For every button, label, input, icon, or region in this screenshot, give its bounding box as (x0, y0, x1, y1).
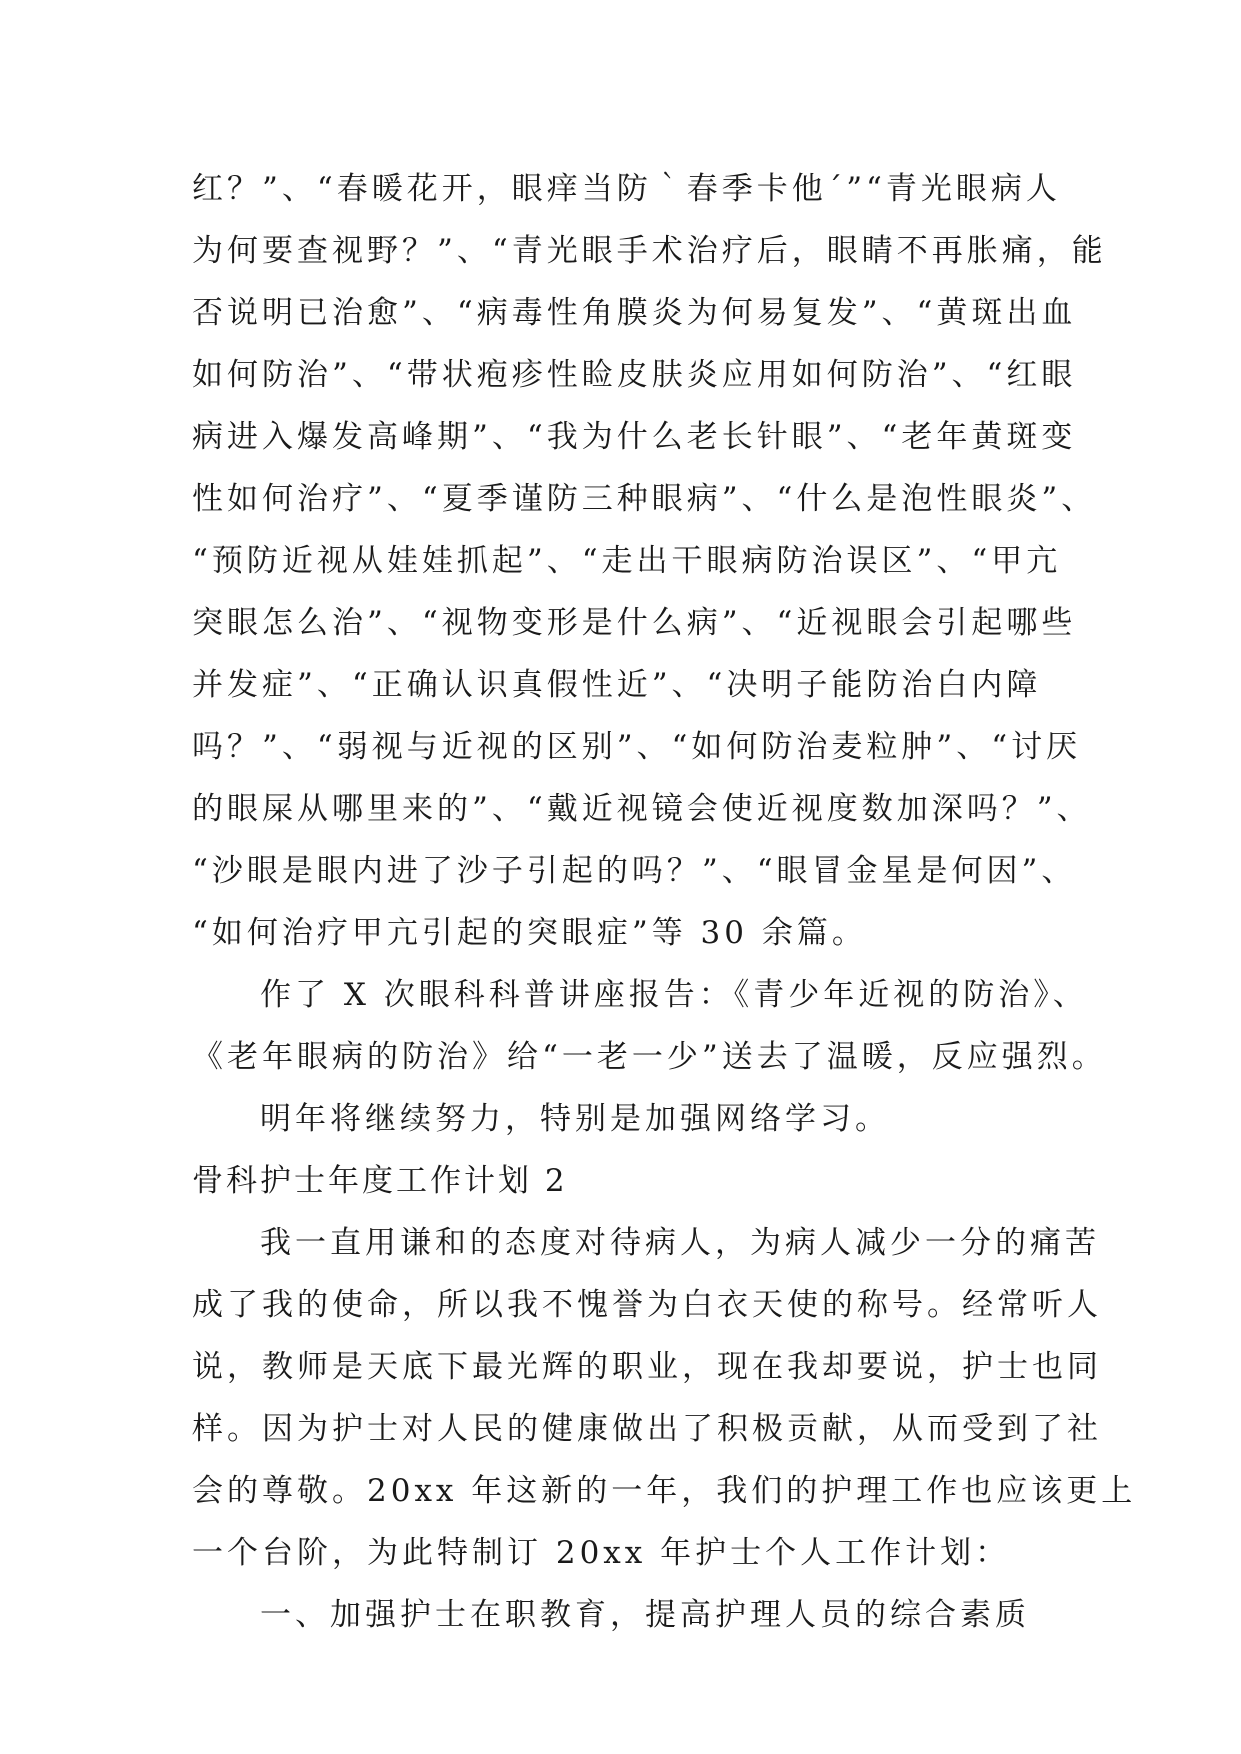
paragraph-first-line: 明年将继续努力，特别是加强网络学习。 (260, 1101, 890, 1137)
text-line: 性如何治疗”、“夏季谨防三种眼病”、“什么是泡性眼炎”、 (192, 481, 1097, 517)
text-line: 样。因为护士对人民的健康做出了积极贡献，从而受到了社 (192, 1411, 1102, 1447)
text-line: 红？”、“春暖花开，眼痒当防｀春季卡他´”“青光眼病人 (192, 171, 1061, 207)
text-line: 为何要查视野？”、“青光眼手术治疗后，眼睛不再胀痛，能 (192, 233, 1107, 269)
document-page (192, 158, 1137, 1646)
section-heading: 骨科护士年度工作计划 2 (192, 1163, 568, 1199)
text-line: 会的尊敬。20xx 年这新的一年，我们的护理工作也应该更上 (192, 1473, 1137, 1509)
paragraph-first-line: 我一直用谦和的态度对待病人，为病人减少一分的痛苦 (260, 1225, 1100, 1261)
text-line: “沙眼是眼内进了沙子引起的吗？”、“眼冒金星是何因”、 (192, 853, 1077, 889)
text-line: 如何防治”、“带状疱疹性睑皮肤炎应用如何防治”、“红眼 (192, 357, 1077, 393)
text-line: 突眼怎么治”、“视物变形是什么病”、“近视眼会引起哪些 (192, 605, 1077, 641)
list-item-heading: 一、加强护士在职教育，提高护理人员的综合素质 (260, 1597, 1030, 1633)
text-line: 说，教师是天底下最光辉的职业，现在我却要说，护士也同 (192, 1349, 1102, 1385)
text-line: 成了我的使命，所以我不愧誉为白衣天使的称号。经常听人 (192, 1287, 1102, 1323)
text-line: 否说明已治愈”、“病毒性角膜炎为何易复发”、“黄斑出血 (192, 295, 1077, 331)
text-line: 病进入爆发高峰期”、“我为什么老长针眼”、“老年黄斑变 (192, 419, 1077, 455)
text-line: 的眼屎从哪里来的”、“戴近视镜会使近视度数加深吗？”、 (192, 791, 1092, 827)
text-line: 《老年眼病的防治》给“一老一少”送去了温暖，反应强烈。 (192, 1039, 1107, 1075)
text-line: “如何治疗甲亢引起的突眼症”等 30 余篇。 (192, 915, 867, 951)
paragraph-first-line: 作了 X 次眼科科普讲座报告：《青少年近视的防治》、 (260, 977, 1088, 1013)
text-line: “预防近视从娃娃抓起”、“走出干眼病防治误区”、“甲亢 (192, 543, 1062, 579)
text-line: 吗？”、“弱视与近视的区别”、“如何防治麦粒肿”、“讨厌 (192, 729, 1082, 765)
text-line: 一个台阶，为此特制订 20xx 年护士个人工作计划： (192, 1535, 1011, 1571)
text-line: 并发症”、“正确认识真假性近”、“决明子能防治白内障 (192, 667, 1042, 703)
